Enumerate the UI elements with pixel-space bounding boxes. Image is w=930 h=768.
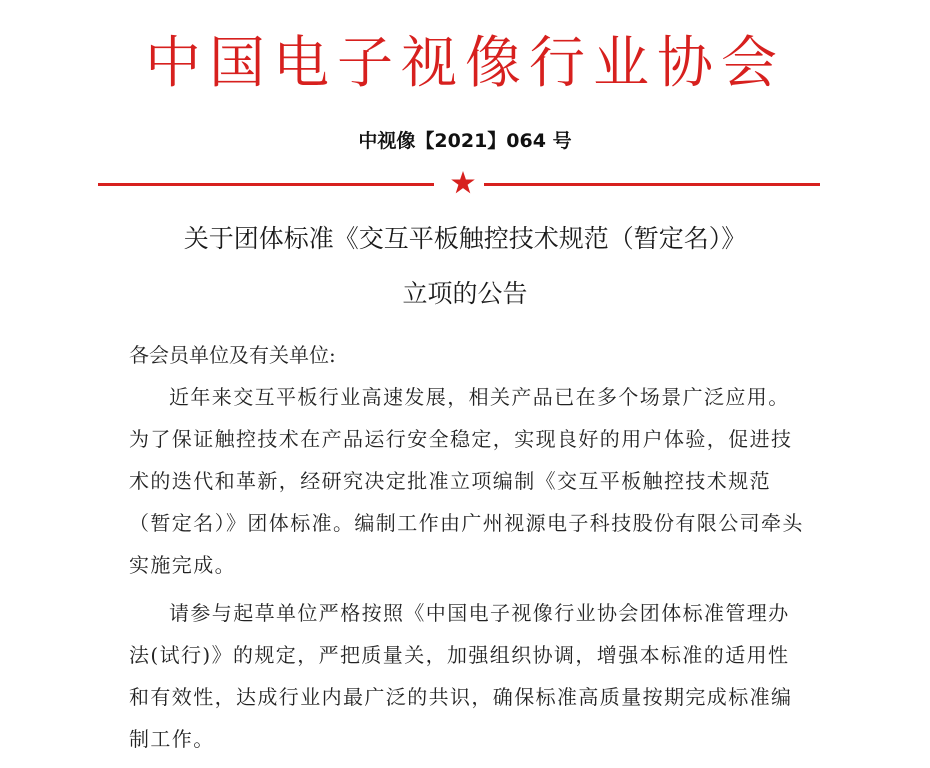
document-title-line-1: 关于团体标准《交互平板触控技术规范（暂定名）》 [183,224,747,253]
document-number: 中视像【2021】064 号 [358,130,572,152]
salutation: 各会员单位及有关单位: [129,343,336,367]
document-title-line-2: 立项的公告 [402,279,528,308]
header-divider-right [484,183,820,186]
star-icon [450,170,476,196]
header-divider-left [98,183,434,186]
body-paragraphs [129,376,809,760]
star-shape [451,171,475,193]
body-paragraph-2: 请参与起草单位严格按照《中国电子视像行业协会团体标准管理办法(试行)》的规定，严把质量关，加强组织协调，增强本标准的适用性和有效性，达成行业内最广泛的共识，确保标准高质量按期完成标准编制工作。 [129,601,793,751]
organization-name: 中国电子视像行业协会 [145,31,785,96]
body-paragraph-1: 近年来交互平板行业高速发展，相关产品已在多个场景广泛应用。为了保证触控技术在产品运行安全稳定，实现良好的用户体验，促进技术的迭代和革新，经研究决定批准立项编制《交互平板触控技术规范（暂定名）》团体标准。编制工作由广州视源电子科技股份有限公司牵头实施完成。 [129,385,804,577]
